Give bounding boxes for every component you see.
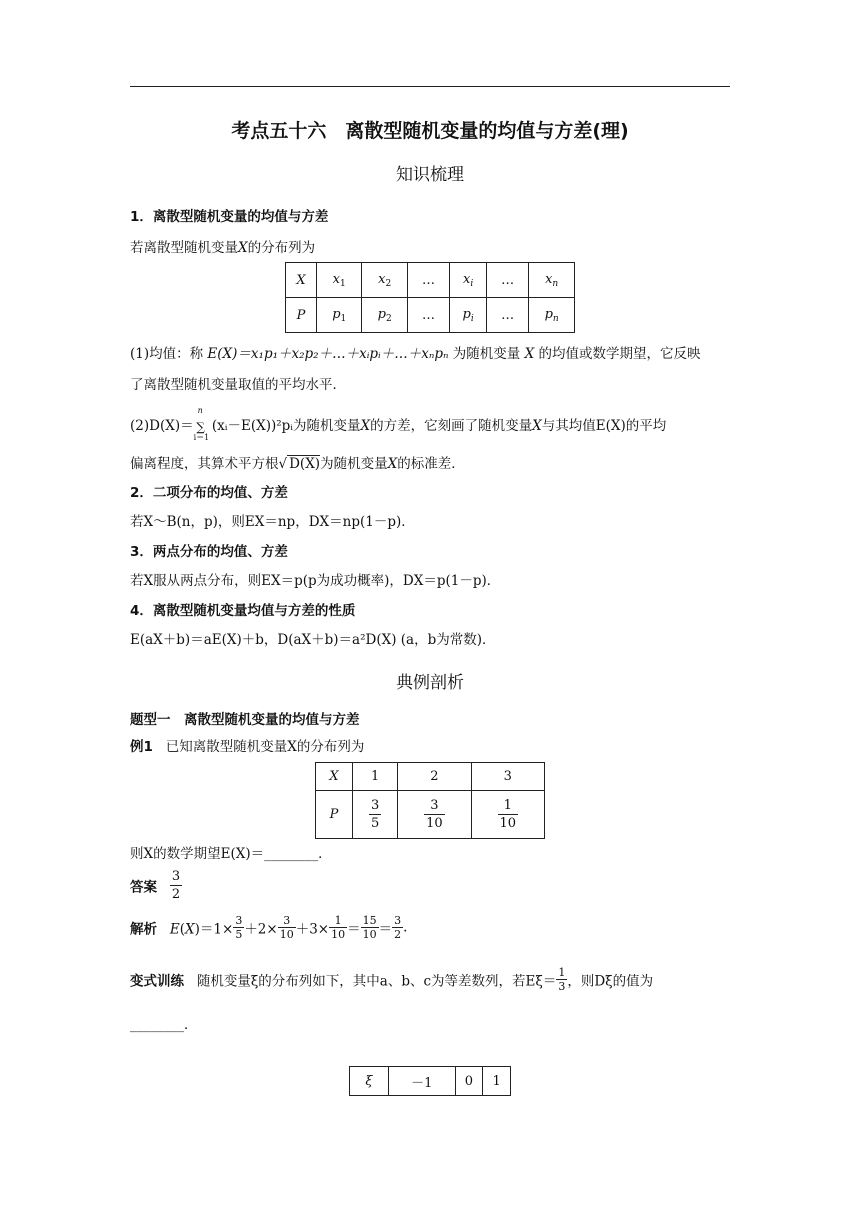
sigma-symbol: n ∑ i＝1 — [193, 405, 210, 442]
table-cell: $\frac{3}{10}$ — [398, 791, 471, 839]
table-cell: －1 — [389, 1067, 456, 1096]
xi-table — [349, 1066, 511, 1096]
table-cell: $x_i$ — [450, 263, 487, 298]
table-cell: $\frac{1}{10}$ — [471, 791, 544, 839]
variance-definition-line2: 偏离程度，其算术平方根√ D(X)为随机变量X的标准差． — [130, 456, 465, 472]
page-title: 考点五十六 离散型随机变量的均值与方差(理) — [231, 120, 629, 142]
table-cell: $x_2$ — [362, 263, 407, 298]
item1-intro: 若离散型随机变量X的分布列为 — [130, 240, 316, 256]
table-cell: … — [407, 298, 449, 333]
table-cell: P — [316, 791, 353, 839]
table-cell: … — [487, 263, 529, 298]
item2-text: 若X～B(n，p)，则EX＝np，DX＝np(1－p)． — [130, 514, 415, 530]
analysis-line: 解析 E(X)＝1× $\frac{3}{5}$ ＋2× $\frac{3}{10}$ ＋3× $\frac{1}{10}$ ＝ $\frac{15}{10}$ ＝ $\frac{3}{2}$ . — [130, 914, 408, 941]
example-table — [315, 762, 545, 839]
table-cell: … — [407, 263, 449, 298]
section-heading-knowledge: 知识梳理 — [396, 165, 464, 185]
table-cell: $p_2$ — [362, 298, 407, 333]
table-cell: P — [286, 298, 317, 333]
example1-line: 例1 已知离散型随机变量X的分布列为 — [130, 739, 365, 755]
mean-definition-line1: (1)均值：称 E(X)＝x₁p₁＋x₂p₂＋…＋xᵢpᵢ＋…＋xₙpₙ 为随机变量 X 的均值或数学期望，它反映 — [130, 346, 701, 362]
table-cell: … — [487, 298, 529, 333]
variant-line: 变式训练 随机变量ξ的分布列如下，其中a、b、c为等差数列，若Eξ＝ $\frac{1}{3}$ ，则Dξ的值为 — [130, 966, 654, 993]
item2-heading: 2．二项分布的均值、方差 — [130, 485, 288, 501]
table-cell: ξ — [350, 1067, 389, 1096]
table-cell: 1 — [483, 1067, 511, 1096]
example1-question: 则X的数学期望E(X)＝________． — [130, 846, 332, 862]
table-cell: $p_i$ — [450, 298, 487, 333]
section-heading-examples: 典例剖析 — [396, 673, 464, 693]
table-cell: 3 — [471, 763, 544, 791]
table-cell: X — [316, 763, 353, 791]
table-cell: X — [286, 263, 317, 298]
variant-blank: ________． — [130, 1017, 198, 1033]
table-cell: 0 — [455, 1067, 483, 1096]
distribution-table — [285, 262, 575, 333]
table-cell: 1 — [353, 763, 398, 791]
variance-definition-line1: (2)D(X)＝ n ∑ i＝1 (xᵢ－E(X))²pᵢ为随机变量X的方差，它刻画了随机变量X与其均值E(X)的平均 — [130, 405, 667, 442]
item4-text: E(aX＋b)＝aE(X)＋b，D(aX＋b)＝a²D(X) (a，b为常数)． — [130, 632, 496, 648]
table-cell: $p_n$ — [529, 298, 575, 333]
mean-definition-line2: 了离散型随机变量取值的平均水平． — [130, 377, 346, 393]
table-cell: $\frac{3}{5}$ — [353, 791, 398, 839]
table-cell: 2 — [398, 763, 471, 791]
item3-text: 若X服从两点分布，则EX＝p(p为成功概率)，DX＝p(1－p)． — [130, 573, 501, 589]
table-cell: $x_n$ — [529, 263, 575, 298]
answer-line: 答案 $\frac{3}{2}$ — [130, 869, 181, 902]
item3-heading: 3．两点分布的均值、方差 — [130, 544, 288, 560]
item1-heading: 1．离散型随机变量的均值与方差 — [130, 209, 329, 225]
top-rule — [130, 86, 730, 87]
table-cell: $x_1$ — [316, 263, 361, 298]
type1-heading: 题型一 离散型随机变量的均值与方差 — [130, 712, 360, 728]
table-cell: $p_1$ — [316, 298, 361, 333]
answer-fraction: $\frac{3}{2}$ — [171, 869, 181, 902]
item4-heading: 4．离散型随机变量均值与方差的性质 — [130, 603, 356, 619]
